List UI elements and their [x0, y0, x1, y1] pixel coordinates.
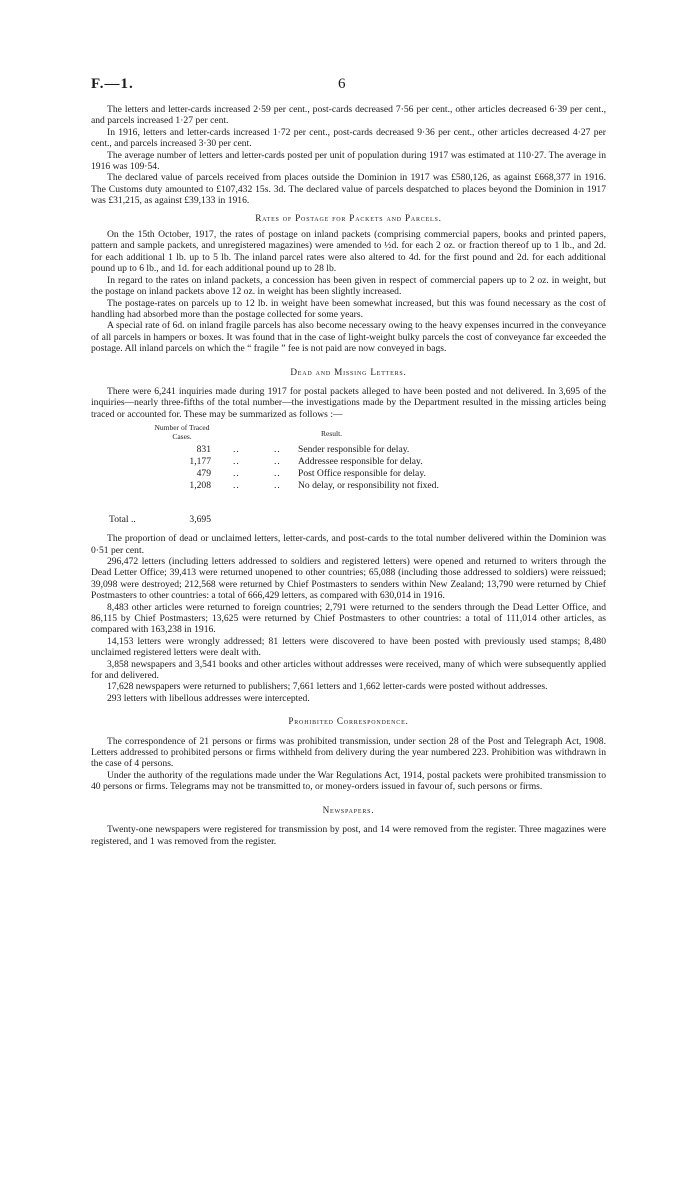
table-cell-number: 479 — [196, 468, 211, 480]
table-cell-result: No delay, or responsibility not fixed. — [298, 480, 439, 492]
paragraph: 14,153 letters were wrongly addressed; 81 letters were discovered to have been posted with previously used stamps; 8,480 unclaimed registered letters were dealt with. — [91, 635, 606, 659]
leader-dots: .. — [233, 468, 240, 480]
table-total-row — [91, 514, 606, 528]
section-heading-rates: Rates of Postage for Packets and Parcels. — [255, 212, 442, 223]
paragraph: A special rate of 6d. on inland fragile parcels has also become necessary owing to the heavy expenses incurred in the conveyance of all parcels in hampers or boxes. It was found that in the case of light-weight bulky parcels the cost of conveyance far exceeded the postage. All inland parcels on which the “ fragile ” fee is not paid are now conveyed in bags. — [91, 320, 606, 355]
paragraph: The correspondence of 21 persons or firms was prohibited transmission, under section 28 of the Post and Telegraph Act, 1908. Letters addressed to prohibited persons or firms withheld from delivery during the year numbered 223. Prohibition was withdrawn in the case of 4 persons. — [91, 735, 606, 770]
paragraph: 3,858 newspapers and 3,541 books and other articles without addresses were received, many of which were subsequently applied for and delivered. — [91, 658, 606, 682]
traced-cases-table — [91, 424, 606, 508]
paragraph: In 1916, letters and letter-cards increased 1·72 per cent., post-cards decreased 9·36 per cent., other articles decreased 4·27 per cent., and parcels increased 3·30 per cent. — [91, 126, 606, 150]
paragraph: The declared value of parcels received from places outside the Dominion in 1917 was £580,126, as against £668,377 in 1916. The Customs duty amounted to £107,432 15s. 3d. The declared value of parcels despatched to places beyond the Dominion in 1917 was £31,215, as against £39,133 in 1916. — [91, 172, 606, 207]
total-value: 3,695 — [189, 514, 211, 526]
document-body — [91, 104, 606, 847]
page-number: 6 — [338, 76, 346, 92]
paragraph: 296,472 letters (including letters addressed to soldiers and registered letters) were opened and returned to writers through the Dead Letter Office; 39,413 were returned unopened to other countries; 65,088 (including those addressed to soldiers) were reissued; 39,098 were destroyed; 212,568 were returned by Chief Postmasters to senders within New Zealand; 13,790 were returned by Chief Postmasters to other countries: a total of 666,429 letters, as compared with 630,014 in 1916. — [91, 555, 606, 602]
leader-dots: .. — [274, 444, 281, 456]
paragraph: On the 15th October, 1917, the rates of postage on inland packets (comprising commercial papers, books and printed papers, pattern and sample packets, and unregistered magazines) were amended to ½d. for each 2 oz. or fraction thereof up to 1 lb., and 2d. for each additional 1 lb. up to 5 lb. The inland parcel rates were also altered to 4d. for the first pound and 2d. for each additional pound up to 6 lb., and 1d. for each additional pound up to 28 lb. — [91, 229, 606, 275]
column-header-number: Number of Traced Cases. — [154, 423, 210, 441]
page-header — [91, 76, 611, 98]
paragraph: The letters and letter-cards increased 2·59 per cent., post-cards decreased 7·56 per cent., other articles decreased 6·39 per cent., and parcels increased 1·27 per cent. — [91, 104, 606, 127]
leader-dots: .. — [274, 468, 281, 480]
section-heading-dead-letters: Dead and Missing Letters. — [290, 366, 407, 377]
paragraph: There were 6,241 inquiries made during 1917 for postal packets alleged to have been posted and not delivered. In 3,695 of the inquiries—nearly three-fifths of the total number—the investigations made by the Department resulted in the missing articles being traced or accounted for. These may be summarized as follows :— — [91, 385, 606, 420]
paragraph: The average number of letters and letter-cards posted per unit of population during 1917 was estimated at 110·27. The average in 1916 was 109·54. — [91, 149, 606, 173]
paragraph: Under the authority of the regulations made under the War Regulations Act, 1914, postal packets were prohibited transmission to 40 persons or firms. Telegrams may not be transmitted to, or money-orders issued in favour of, such persons or firms. — [91, 769, 606, 793]
table-cell-result: Addressee responsible for delay. — [298, 456, 423, 468]
paragraph: 17,628 newspapers were returned to publishers; 7,661 letters and 1,662 letter-cards were posted without addresses. — [107, 681, 548, 693]
paragraph: In regard to the rates on inland packets, a concession has been given in respect of commercial papers up to 2 oz. in weight, but the postage on inland packets above 12 oz. in weight has been slightly increased. — [91, 274, 606, 298]
paragraph: The proportion of dead or unclaimed letters, letter-cards, and post-cards to the total number delivered within the Dominion was 0·51 per cent. — [91, 533, 606, 556]
paragraph: 8,483 other articles were returned to foreign countries; 2,791 were returned to the senders through the Dead Letter Office, and 86,115 by Chief Postmasters; 13,625 were returned by Chief Postmasters to other countries: a total of 111,014 other articles, as compared with 163,238 in 1916. — [91, 601, 606, 636]
table-row — [91, 456, 606, 468]
table-cell-number: 1,177 — [189, 456, 211, 468]
document-reference: F.—1. — [91, 76, 134, 92]
paragraph: Twenty-one newspapers were registered for transmission by post, and 14 were removed from the register. Three magazines were registered, and 1 was removed from the register. — [91, 824, 606, 847]
table-cell-number: 1,208 — [189, 480, 211, 492]
total-label: Total .. — [109, 514, 136, 526]
paragraph: The postage-rates on parcels up to 12 lb. in weight have been somewhat increased, but this was found necessary as the cost of handling had absorbed more than the postage collected for some years. — [91, 297, 606, 320]
leader-dots: .. — [274, 456, 281, 468]
table-cell-result: Post Office responsible for delay. — [298, 468, 426, 480]
section-heading-prohibited: Prohibited Correspondence. — [288, 716, 409, 727]
leader-dots: .. — [274, 480, 281, 492]
table-row — [91, 480, 606, 492]
column-header-result: Result. — [321, 429, 343, 439]
leader-dots: .. — [233, 480, 240, 492]
leader-dots: .. — [233, 456, 240, 468]
paragraph: 293 letters with libellous addresses were intercepted. — [107, 692, 310, 704]
table-row — [91, 468, 606, 480]
table-row — [91, 444, 606, 456]
leader-dots: .. — [233, 444, 240, 456]
table-cell-number: 831 — [196, 444, 211, 456]
table-cell-result: Sender responsible for delay. — [298, 444, 410, 456]
section-heading-newspapers: Newspapers. — [322, 804, 375, 815]
